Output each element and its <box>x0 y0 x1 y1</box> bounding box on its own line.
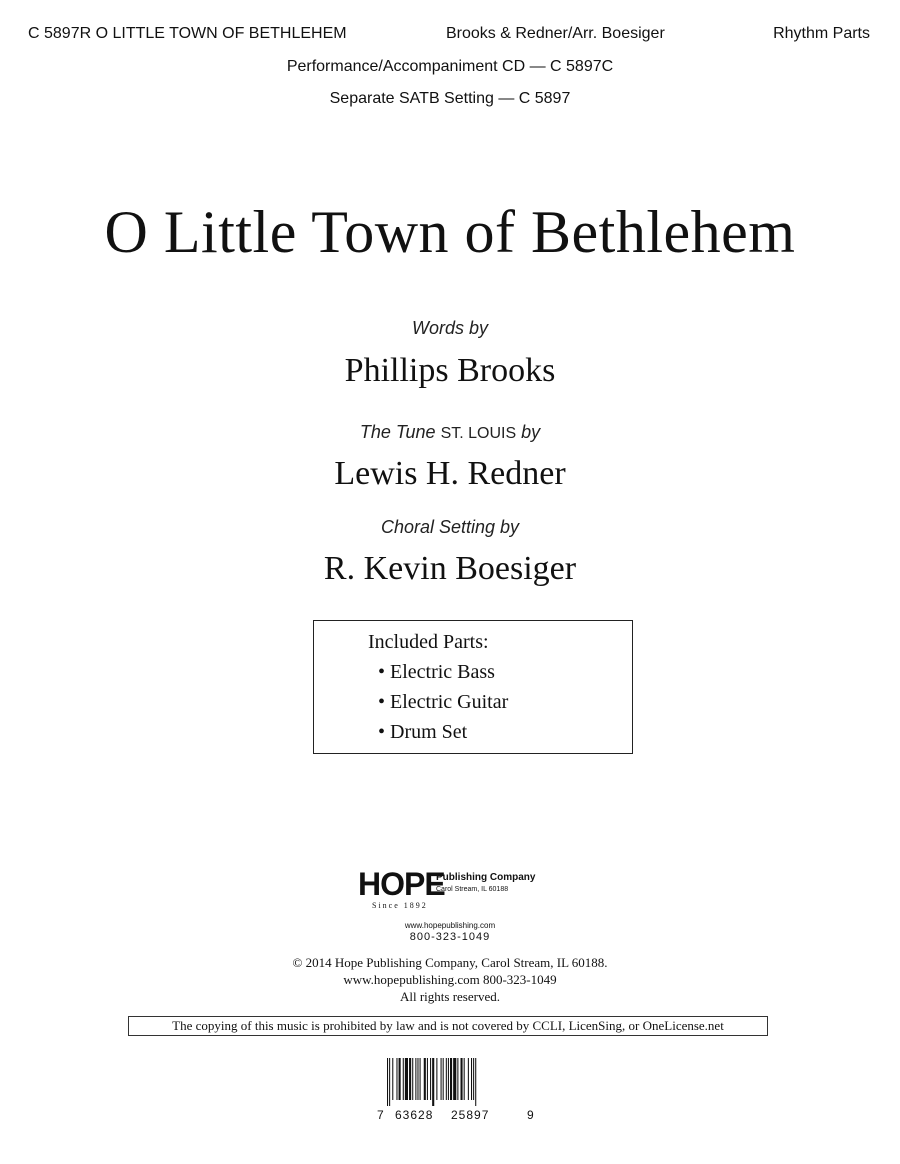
composer-name: Lewis H. Redner <box>334 455 566 492</box>
barcode-bar <box>409 1058 411 1100</box>
cd-line: Performance/Accompaniment CD — C 5897C <box>286 58 614 75</box>
barcode-left-group: 63628 <box>395 1108 434 1122</box>
edition-header: Rhythm Parts <box>773 25 870 42</box>
barcode-bar <box>396 1058 397 1100</box>
words-label: Words by <box>411 318 489 338</box>
credits-header: Brooks & Redner/Arr. Boesiger <box>446 25 665 42</box>
copyright-line: © 2014 Hope Publishing Company, Carol Stream, IL 60188. <box>292 955 608 970</box>
barcode-bar <box>464 1058 465 1100</box>
copying-notice: The copying of this music is prohibited by law and is not covered by CCLI, LicenSing, or OneLicense.net <box>128 1016 768 1036</box>
part-item: • Electric Guitar <box>378 691 509 713</box>
barcode-bar <box>471 1058 472 1100</box>
barcode-bar <box>412 1058 413 1100</box>
page-title: O Little Town of Bethlehem <box>104 199 796 265</box>
barcode-bar <box>457 1058 458 1100</box>
barcode-bar <box>389 1058 390 1106</box>
logo-since: Since 1892 <box>372 901 428 910</box>
choral-label: Choral Setting by <box>380 517 520 537</box>
barcode-bar <box>473 1058 474 1100</box>
catalog-header: C 5897R O LITTLE TOWN OF BETHLEHEM <box>28 25 347 42</box>
barcode-bar <box>450 1058 452 1100</box>
arranger-name: R. Kevin Boesiger <box>323 550 577 587</box>
barcode-bar <box>392 1058 393 1100</box>
rights-line: All rights reserved. <box>399 989 500 1004</box>
barcode-digits <box>377 1108 537 1124</box>
barcode-bar <box>427 1058 428 1100</box>
publisher-website-small: www.hopepublishing.com <box>404 921 496 930</box>
barcode-bar <box>441 1058 442 1100</box>
tune-label-pre: The Tune <box>359 422 436 442</box>
barcode-bar <box>448 1058 449 1100</box>
tune-name: ST. LOUIS <box>440 425 517 442</box>
logo-company: Publishing Company <box>436 872 536 883</box>
barcode-bar <box>461 1058 463 1100</box>
included-parts-heading: Included Parts: <box>368 631 489 653</box>
barcode-bar <box>432 1058 434 1106</box>
barcode-bar <box>399 1058 401 1100</box>
logo-address: Carol Stream, IL 60188 <box>436 886 509 893</box>
barcode-bar <box>424 1058 426 1100</box>
publisher-phone-small: 800-323-1049 <box>409 931 491 943</box>
barcode-bar <box>430 1058 431 1100</box>
barcode-bar <box>405 1058 408 1100</box>
website-line: www.hopepublishing.com 800-323-1049 <box>343 972 557 987</box>
barcode-bar <box>475 1058 476 1106</box>
barcode-bar <box>443 1058 444 1100</box>
barcode-bar <box>420 1058 421 1100</box>
barcode <box>387 1058 513 1106</box>
tune-label-post: by <box>521 422 541 442</box>
part-item: • Electric Bass <box>378 661 495 683</box>
barcode-lead-digit: 7 <box>377 1108 384 1122</box>
barcode-bar <box>468 1058 469 1100</box>
barcode-bar <box>453 1058 456 1100</box>
publisher-logo <box>358 868 558 912</box>
barcode-bar <box>446 1058 447 1100</box>
lyricist-name: Phillips Brooks <box>344 352 556 389</box>
barcode-right-group: 25897 <box>451 1108 490 1122</box>
barcode-bar <box>415 1058 416 1100</box>
barcode-bar <box>436 1058 437 1100</box>
satb-line: Separate SATB Setting — C 5897 <box>329 90 571 107</box>
logo-wordmark: HOPE <box>358 866 445 902</box>
barcode-bar <box>403 1058 404 1100</box>
barcode-check-digit: 9 <box>527 1108 534 1122</box>
barcode-bar <box>387 1058 388 1106</box>
included-parts-box <box>313 620 633 754</box>
part-item: • Drum Set <box>378 721 468 743</box>
barcode-bar <box>417 1058 418 1100</box>
tune-label <box>0 422 900 443</box>
